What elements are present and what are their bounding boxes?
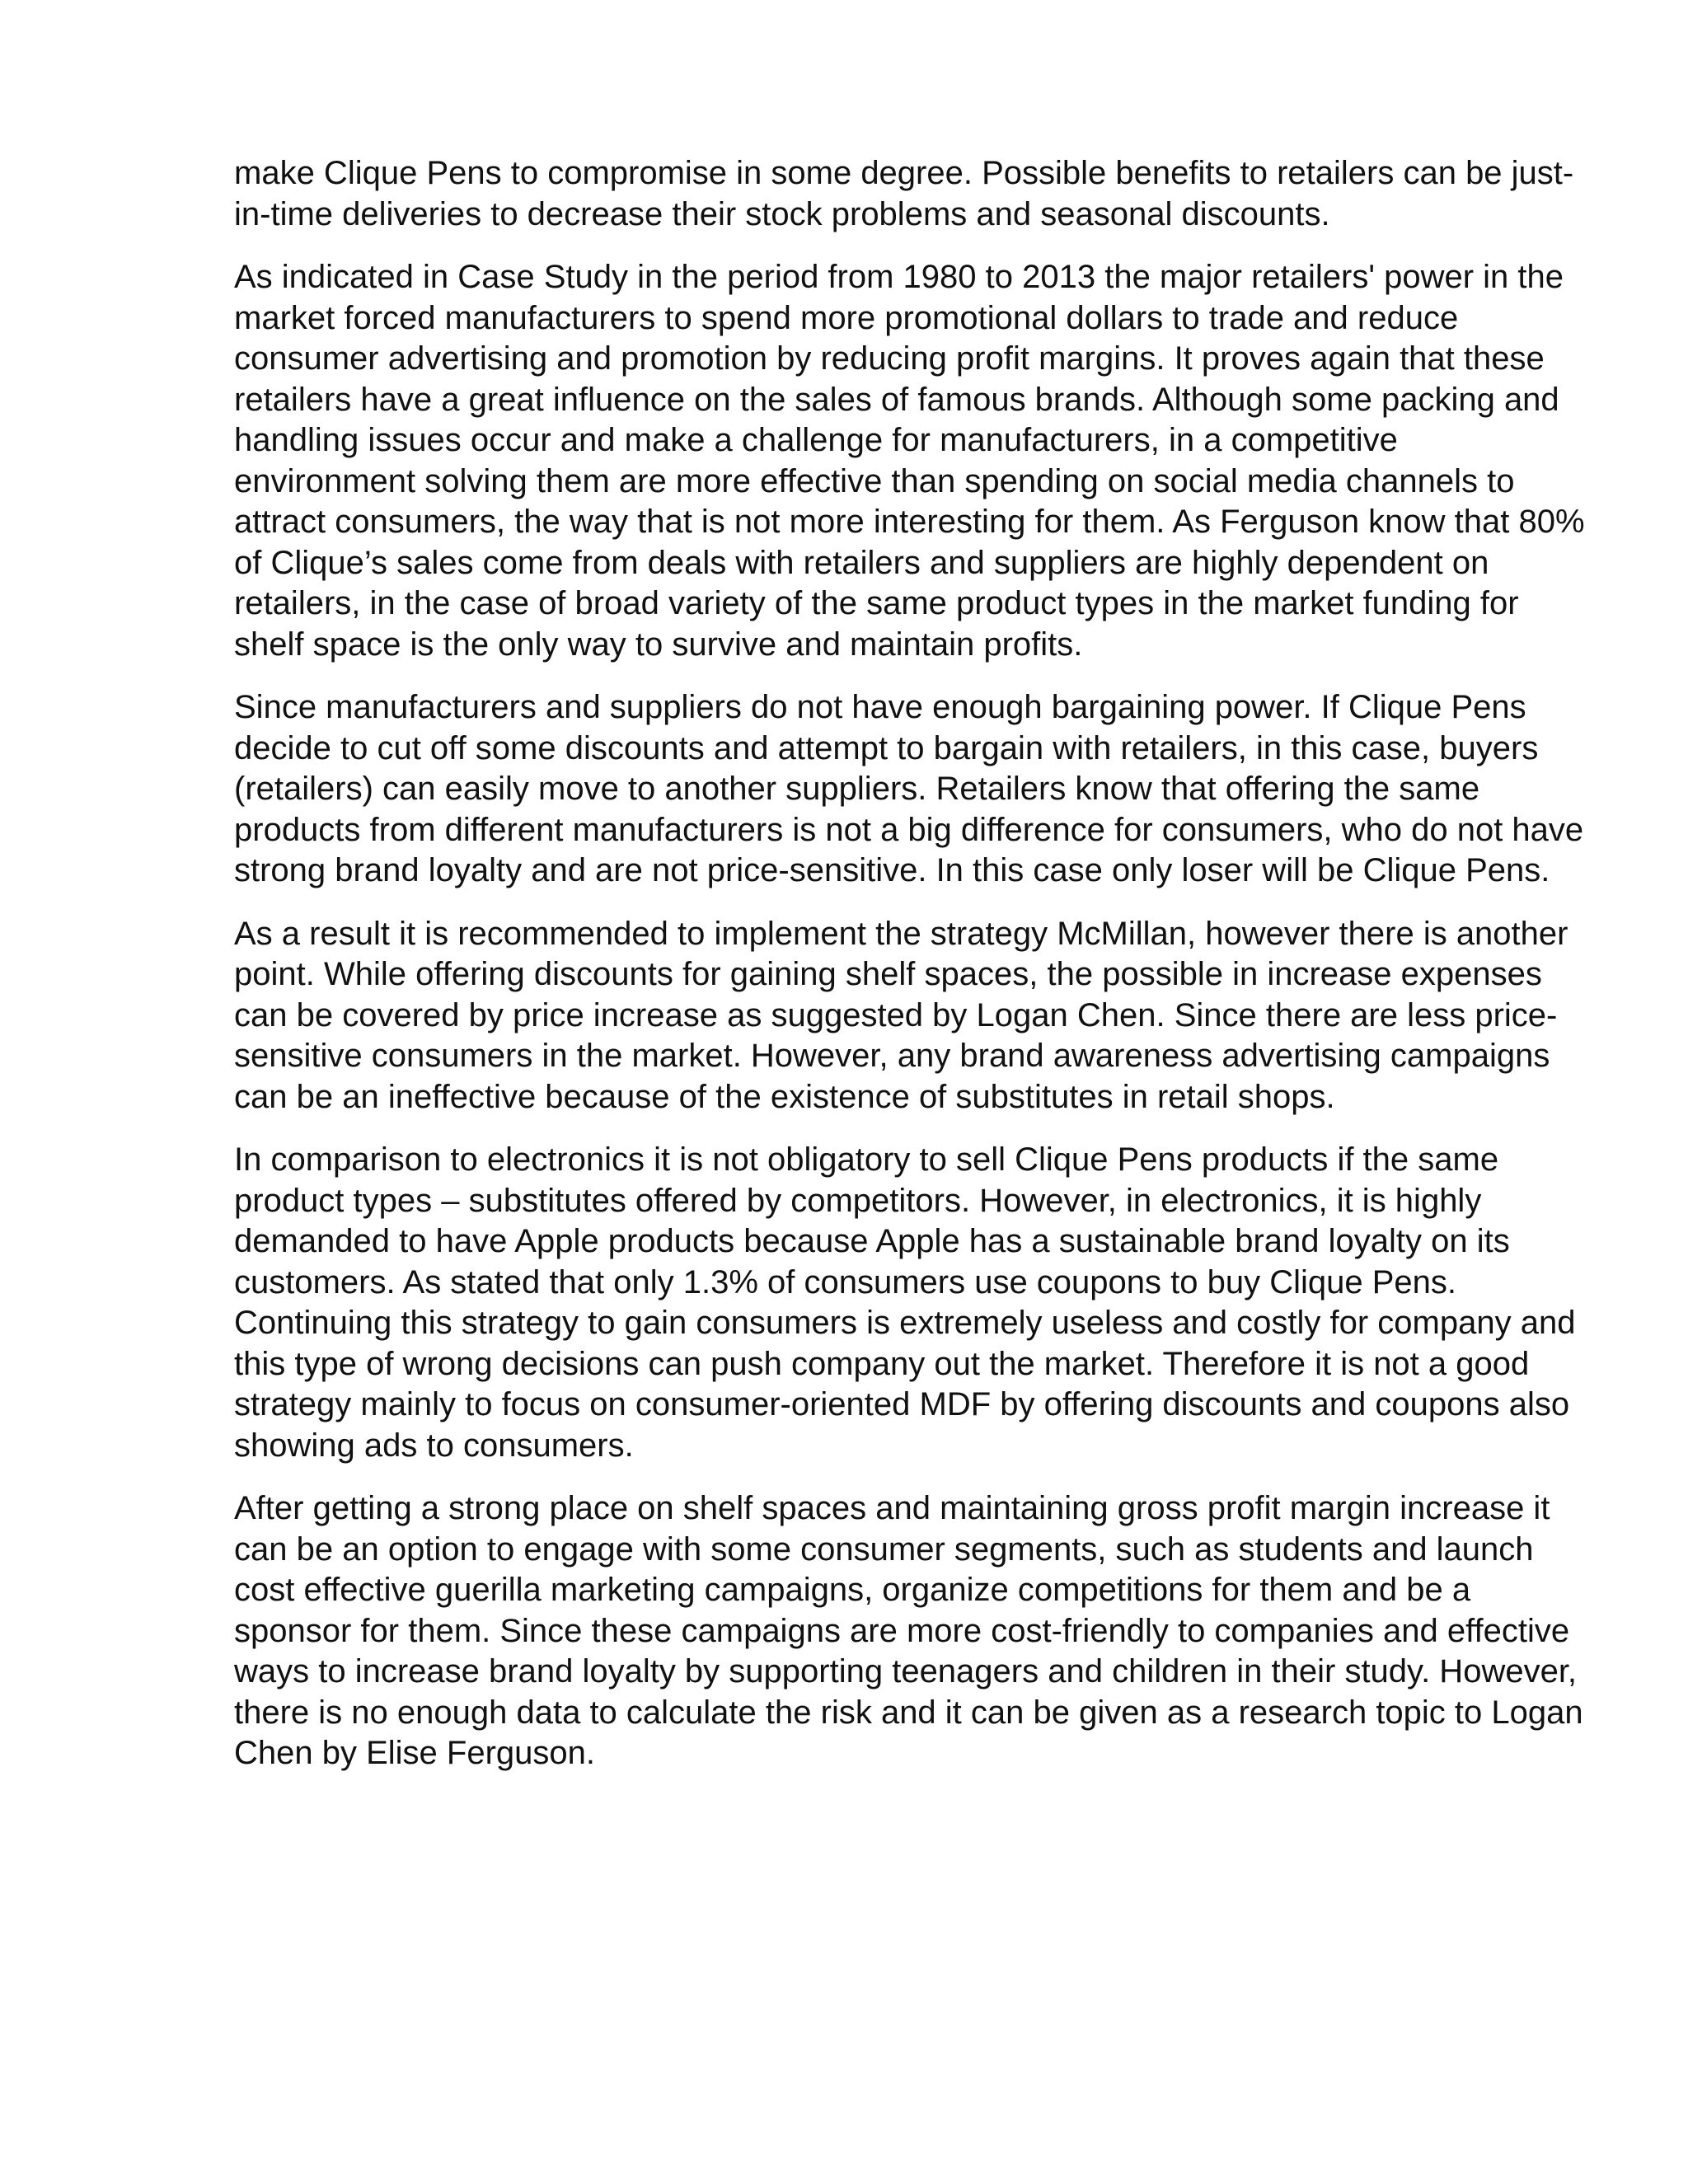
- paragraph-2: As indicated in Case Study in the period from 1980 to 2013 the major retailers' power in the market forced manufacturers to spend more promotional dollars to trade and reduce consumer advertising and promotion by reducing profit margins. It proves again that these retailers have a great influence on the sales of famous brands. Although some packing and handling issues occur and make a challenge for manufacturers, in a competitive environment solving them are more effective than spending on social media channels to attract consumers, the way that is not more interesting for them. As Ferguson know that 80% of Clique’s sales come from deals with retailers and suppliers are highly dependent on retailers, in the case of broad variety of the same product types in the market funding for shelf space is the only way to survive and maintain profits.: [234, 259, 1585, 663]
- paragraph-5: In comparison to electronics it is not obligatory to sell Clique Pens products if the same product types – substitutes offered by competitors. However, in electronics, it is highly demanded to have Apple products because Apple has a sustainable brand loyalty on its customers. As stated that only 1.3% of consumers use coupons to buy Clique Pens. Continuing this strategy to gain consumers is extremely useless and costly for company and this type of wrong decisions can push company out the market. Therefore it is not a good strategy mainly to focus on consumer-oriented MDF by offering discounts and coupons also showing ads to consumers.: [234, 1141, 1576, 1464]
- paragraph-4: As a result it is recommended to implement the strategy McMillan, however there is another point. While offering discounts for gaining shelf spaces, the possible in increase expenses can be covered by price increase as suggested by Logan Chen. Since there are less price-sensitive consumers in the market. However, any brand awareness advertising campaigns can be an ineffective because of the existence of substitutes in retail shops.: [234, 915, 1568, 1115]
- paragraph-6: After getting a strong place on shelf spaces and maintaining gross profit margin increase it can be an option to engage with some consumer segments, such as students and launch cost effective guerilla marketing campaigns, organize competitions for them and be a sponsor for them. Since these campaigns are more cost-friendly to companies and effective ways to increase brand loyalty by supporting teenagers and children in their study. However, there is no enough data to calculate the risk and it can be given as a research topic to Logan Chen by Elise Ferguson.: [234, 1490, 1583, 1771]
- paragraph-3: Since manufacturers and suppliers do not have enough bargaining power. If Clique Pens decide to cut off some discounts and attempt to bargain with retailers, in this case, buyers (retailers) can easily move to another suppliers. Retailers know that offering the same products from different manufacturers is not a big difference for consumers, who do not have strong brand loyalty and are not price-sensitive. In this case only loser will be Clique Pens.: [234, 689, 1584, 888]
- paragraph-1: make Clique Pens to compromise in some degree. Possible benefits to retailers can be just-in-time deliveries to decrease their stock problems and seasonal discounts.: [234, 155, 1574, 232]
- document-body: [234, 153, 1586, 1774]
